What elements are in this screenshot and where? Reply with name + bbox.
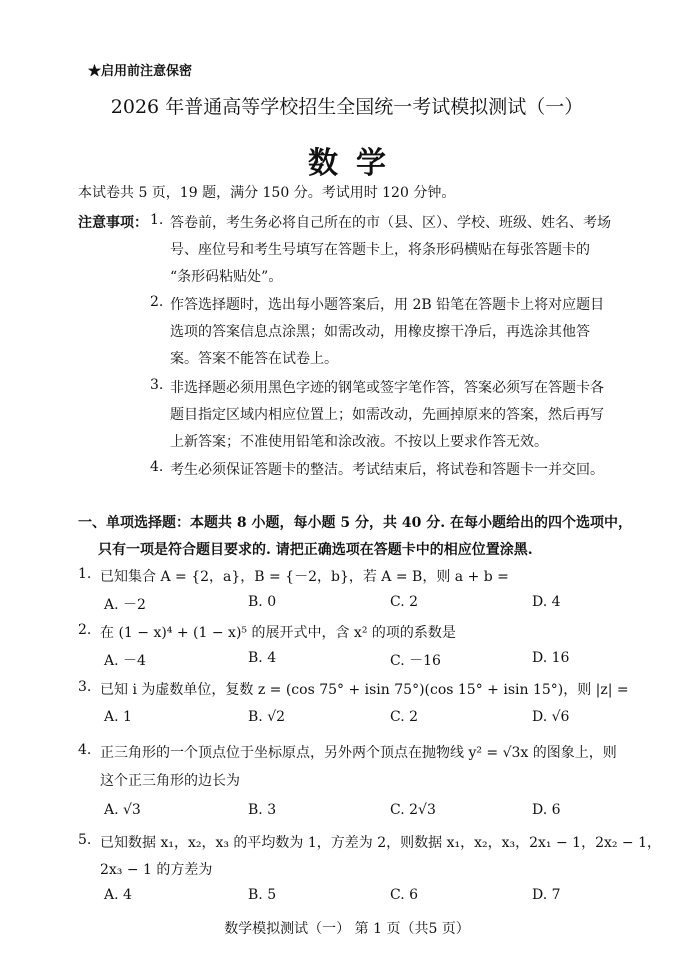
option-d: D. √6 [532,709,570,725]
question-number: 4. [78,742,92,758]
option-a: A. －4 [104,653,146,669]
option-a: A. 4 [104,887,132,903]
option-a: A. √3 [104,802,141,818]
notes-heading: 注意事项： [78,215,148,231]
question-text: 已知 i 为虚数单位，复数 z = (cos 75° + isin 75°)(cos 15° + isin 15°)，则 |z| = [100,682,629,698]
question-text-cont: 2x₃ − 1 的方差为 [100,862,213,878]
note-line: 非选择题必须用黑色字迹的钢笔或签字笔作答，答案必须写在答题卡各 [170,380,604,396]
question-number: 5. [78,832,92,848]
note-line: 作答选择题时，选出每小题答案后，用 2B 铅笔在答题卡上将对应题目 [170,297,605,313]
subject-title: 数学 [308,146,404,181]
note-line: 答卷前，考生务必将自己所在的市（县、区）、学校、班级、姓名、考场 [170,215,611,231]
note-line: 案。答案不能答在试卷上。 [170,351,338,367]
question-number: 2. [78,622,92,638]
option-b: B. 0 [248,594,277,610]
question-number: 3. [78,679,92,695]
note-line: 上新答案；不准使用铅笔和涂改液。不按以上要求作答无效。 [170,434,548,450]
option-d: D. 16 [532,650,570,666]
question-text: 已知数据 x₁，x₂，x₃ 的平均数为 1，方差为 2，则数据 x₁，x₂，x₃，2x₁ − 1，2x₂ − 1， [100,835,662,851]
option-b: B. √2 [248,709,286,725]
question-text: 已知集合 A = {2，a}，B = {－2，b}，若 A = B，则 a + b = [100,569,509,585]
option-d: D. 7 [532,887,561,903]
question-text-cont: 这个正三角形的边长为 [100,773,240,789]
note-number: 1. [150,212,164,228]
exam-title: 2026 年普通高等学校招生全国统一考试模拟测试（一） [110,96,584,118]
option-b: B. 5 [248,887,277,903]
confidential-label: ★启用前注意保密 [88,64,193,79]
question-text: 正三角形的一个顶点位于坐标原点，另外两个顶点在抛物线 y² = √3x 的图象上，则 [100,745,617,761]
note-line: 题目指定区域内相应位置上；如需改动，先画掉原来的答案，然后再写 [170,407,604,423]
note-line: 选项的答案信息点涂黑；如需改动，用橡皮擦干净后，再选涂其他答 [170,324,590,340]
note-line: 号、座位号和考生号填写在答题卡上，将条形码横贴在每张答题卡的 [170,242,590,258]
option-d: D. 4 [532,594,561,610]
note-number: 3. [150,377,164,393]
question-text: 在 (1 − x)⁴ + (1 − x)⁵ 的展开式中，含 x² 的项的系数是 [100,625,456,641]
section-heading-cont: 只有一项是符合题目要求的. 请把正确选项在答题卡中的相应位置涂黑. [98,542,533,558]
option-c: C. 2 [390,594,419,610]
option-b: B. 4 [248,650,277,666]
question-number: 1. [78,566,92,582]
note-line: 考生必须保证答题卡的整洁。考试结束后，将试卷和答题卡一并交回。 [170,462,604,478]
section-heading: 一、单项选择题：本题共 8 小题，每小题 5 分，共 40 分. 在每小题给出的四个选项中， [78,515,632,531]
option-c: C. 2√3 [390,802,436,818]
option-d: D. 6 [532,802,561,818]
note-line: “条形码粘贴处”。 [170,269,283,285]
option-a: A. －2 [104,597,146,613]
page-footer: 数学模拟测试（一） 第 1 页（共5 页） [224,921,470,937]
note-number: 2. [150,294,164,310]
note-number: 4. [150,459,164,475]
option-a: A. 1 [104,709,132,725]
option-b: B. 3 [248,802,277,818]
option-c: C. 2 [390,709,419,725]
exam-intro: 本试卷共 5 页，19 题，满分 150 分。考试用时 120 分钟。 [78,185,456,201]
option-c: C. －16 [390,653,441,669]
option-c: C. 6 [390,887,419,903]
